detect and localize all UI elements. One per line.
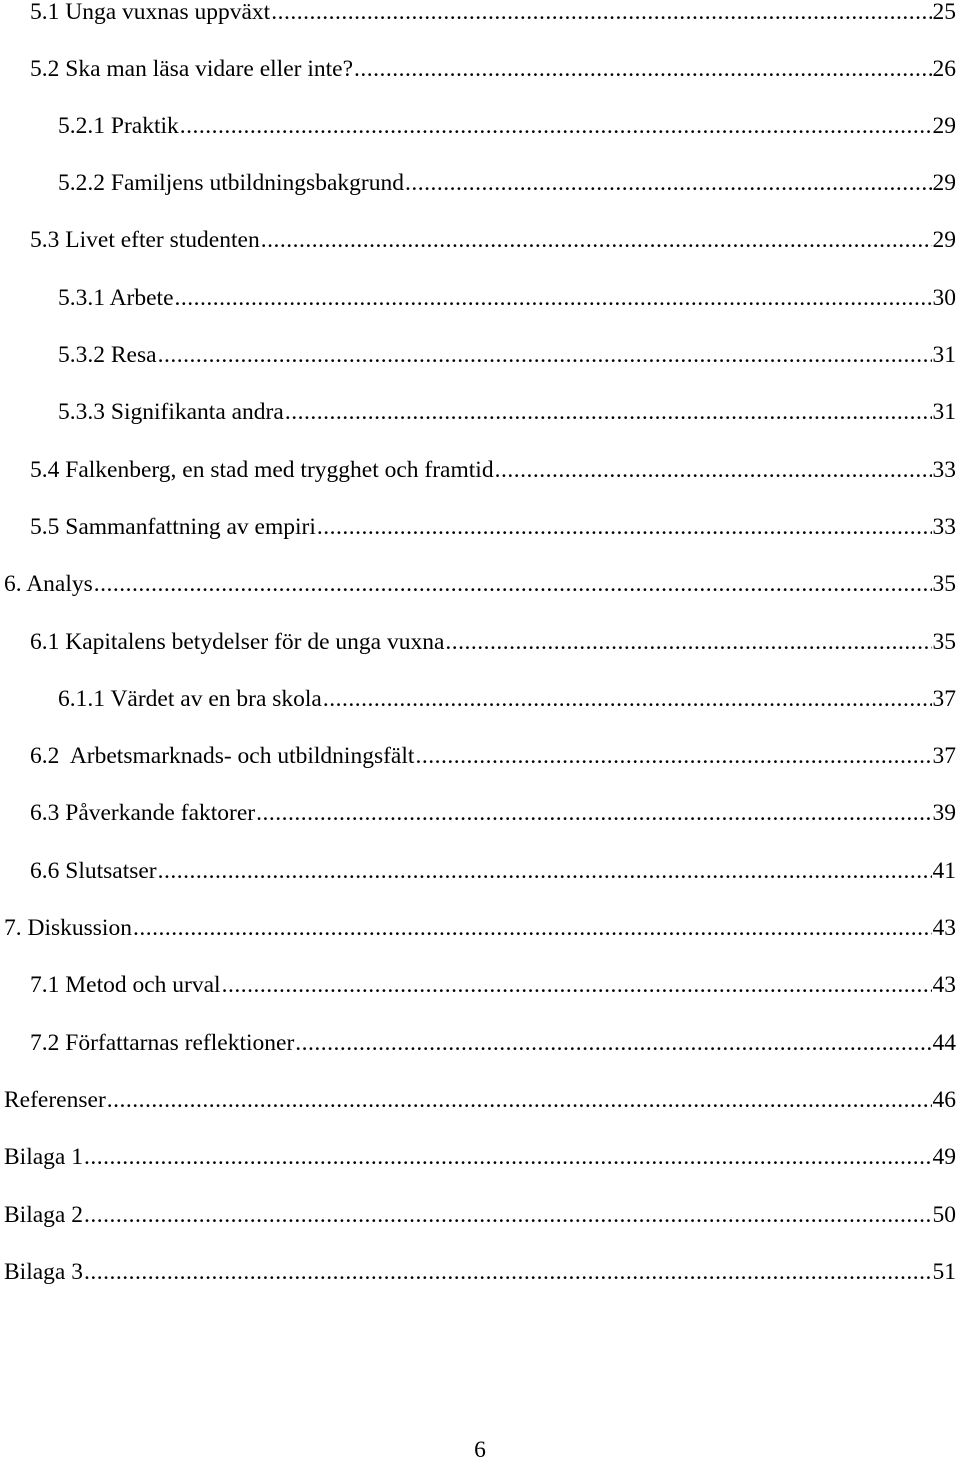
toc-dot-leader: [354, 53, 932, 85]
toc-dot-leader: [84, 1199, 932, 1231]
toc-dot-leader: [84, 1141, 932, 1173]
toc-entry-page: 39: [932, 800, 956, 826]
toc-entry-title: Bilaga 1: [4, 1144, 83, 1170]
toc-entry-6-3[interactable]: [30, 797, 956, 829]
toc-entry-title: 7. Diskussion: [4, 915, 132, 941]
page-number: 6: [474, 1437, 486, 1463]
toc-entry-6-1[interactable]: [30, 626, 956, 658]
toc-entry-title: 5.2.2 Familjens utbildningsbakgrund: [58, 170, 404, 196]
toc-entry-title: 5.5 Sammanfattning av empiri: [30, 514, 316, 540]
toc-entry-title: 5.2 Ska man läsa vidare eller inte?: [30, 56, 353, 82]
toc-dot-leader: [180, 110, 932, 142]
toc-entry-page: 35: [932, 571, 956, 597]
toc-dot-leader: [256, 797, 931, 829]
toc-entry-page: 50: [932, 1202, 956, 1228]
toc-entry-page: 49: [932, 1144, 956, 1170]
toc-dot-leader: [133, 912, 932, 944]
toc-entry-title: 5.3.3 Signifikanta andra: [58, 399, 284, 425]
toc-entry-6[interactable]: [4, 568, 956, 600]
toc-entry-5-3-2[interactable]: [58, 339, 956, 371]
toc-entry-bilaga-1[interactable]: [4, 1141, 956, 1173]
toc-entry-title: Bilaga 3: [4, 1259, 83, 1285]
toc-entry-6-1-1[interactable]: [58, 683, 956, 715]
toc-entry-title: 6.1.1 Värdet av en bra skola: [58, 686, 322, 712]
toc-entry-5-1[interactable]: [30, 0, 956, 28]
toc-dot-leader: [295, 1027, 931, 1059]
toc-entry-5-3[interactable]: [30, 224, 956, 256]
toc-entry-referenser[interactable]: [4, 1084, 956, 1116]
toc-dot-leader: [317, 511, 932, 543]
toc-entry-page: 43: [932, 915, 956, 941]
toc-dot-leader: [107, 1084, 932, 1116]
toc-entry-page: 33: [932, 514, 956, 540]
toc-entry-page: 37: [932, 686, 956, 712]
toc-dot-leader: [271, 0, 931, 28]
toc-entry-5-3-3[interactable]: [58, 396, 956, 428]
toc-entry-title: 7.1 Metod och urval: [30, 972, 221, 998]
toc-entry-title: 5.4 Falkenberg, en stad med trygghet och framtid: [30, 457, 494, 483]
toc-entry-page: 31: [932, 399, 956, 425]
toc-entry-page: 29: [932, 113, 956, 139]
toc-dot-leader: [158, 855, 932, 887]
toc-entry-page: 29: [932, 170, 956, 196]
toc-entry-title: Bilaga 2: [4, 1202, 83, 1228]
toc-entry-6-6[interactable]: [30, 855, 956, 887]
toc-entry-page: 30: [932, 285, 956, 311]
toc-entry-title: 6.1 Kapitalens betydelser för de unga vuxna: [30, 629, 445, 655]
toc-entry-page: 51: [932, 1259, 956, 1285]
toc-entry-title: 5.3.2 Resa: [58, 342, 157, 368]
toc-dot-leader: [175, 282, 932, 314]
toc-entry-page: 44: [932, 1030, 956, 1056]
toc-entry-7[interactable]: [4, 912, 956, 944]
toc-entry-page: 46: [932, 1087, 956, 1113]
toc-dot-leader: [495, 454, 932, 486]
toc-entry-page: 29: [932, 227, 956, 253]
toc-entry-title: 5.3.1 Arbete: [58, 285, 174, 311]
toc-dot-leader: [261, 224, 932, 256]
toc-dot-leader: [445, 626, 931, 658]
toc-entry-5-4[interactable]: [30, 454, 956, 486]
toc-entry-7-1[interactable]: [30, 969, 956, 1001]
toc-entry-title: 5.3 Livet efter studenten: [30, 227, 260, 253]
toc-entry-5-3-1[interactable]: [58, 282, 956, 314]
toc-entry-bilaga-2[interactable]: [4, 1199, 956, 1231]
toc-dot-leader: [222, 969, 932, 1001]
toc-entry-5-2[interactable]: [30, 53, 956, 85]
toc-entry-title: 6.6 Slutsatser: [30, 858, 157, 884]
toc-entry-page: 41: [932, 858, 956, 884]
toc-entry-7-2[interactable]: [30, 1027, 956, 1059]
toc-entry-page: 43: [932, 972, 956, 998]
toc-dot-leader: [415, 740, 931, 772]
toc-entry-title: 5.1 Unga vuxnas uppväxt: [30, 0, 271, 25]
toc-entry-title: 6.2 Arbetsmarknads- och utbildningsfält: [30, 743, 415, 769]
toc-entry-5-5[interactable]: [30, 511, 956, 543]
toc-dot-leader: [84, 1256, 932, 1288]
toc-dot-leader: [94, 568, 932, 600]
toc-entry-page: 26: [932, 56, 956, 82]
toc-dot-leader: [405, 167, 932, 199]
toc-entry-title: Referenser: [4, 1087, 106, 1113]
toc-entry-page: 33: [932, 457, 956, 483]
toc-entry-bilaga-3[interactable]: [4, 1256, 956, 1288]
toc-entry-page: 35: [932, 629, 956, 655]
toc-dot-leader: [323, 683, 932, 715]
toc-dot-leader: [285, 396, 932, 428]
toc-entry-5-2-2[interactable]: [58, 167, 956, 199]
toc-entry-page: 31: [932, 342, 956, 368]
toc-entry-title: 6.3 Påverkande faktorer: [30, 800, 256, 826]
toc-entry-page: 25: [932, 0, 956, 25]
toc-entry-page: 37: [932, 743, 956, 769]
toc-entry-5-2-1[interactable]: [58, 110, 956, 142]
toc-entry-title: 6. Analys: [4, 571, 93, 597]
toc-entry-title: 5.2.1 Praktik: [58, 113, 179, 139]
toc-dot-leader: [158, 339, 932, 371]
toc-entry-title: 7.2 Författarnas reflektioner: [30, 1030, 295, 1056]
toc-entry-6-2[interactable]: [30, 740, 956, 772]
